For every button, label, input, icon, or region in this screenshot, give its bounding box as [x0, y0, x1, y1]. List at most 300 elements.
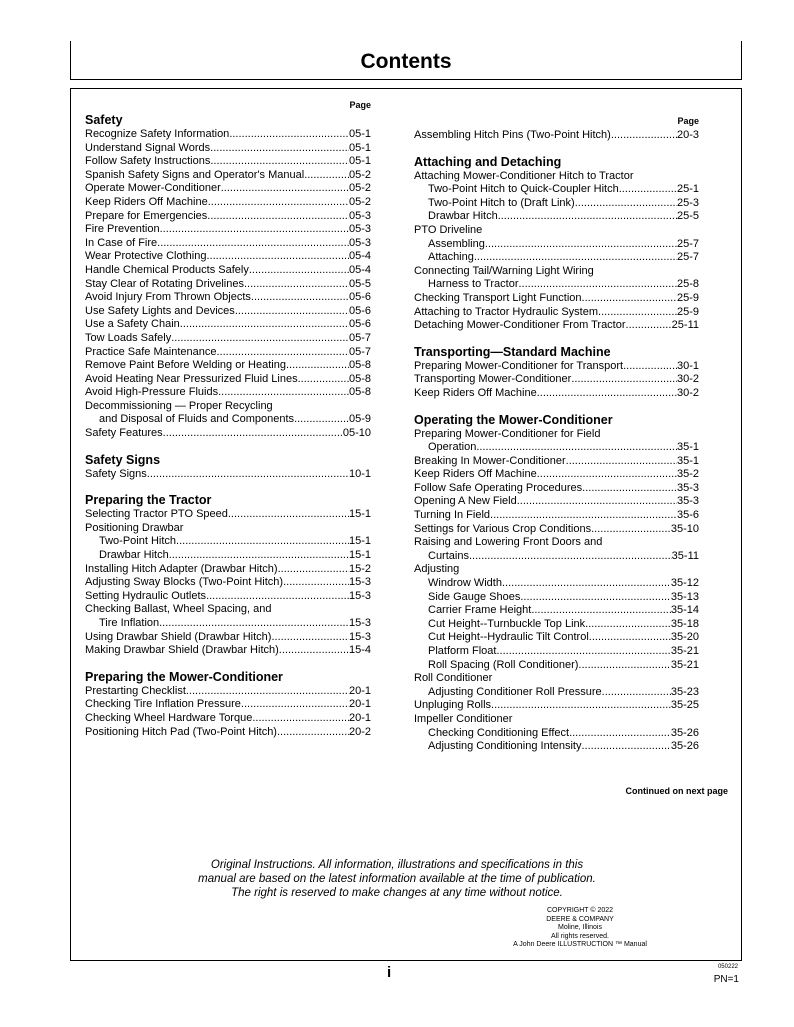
toc-entry[interactable] — [414, 618, 699, 632]
toc-entry[interactable] — [85, 155, 371, 169]
entry-page: 35-13 — [670, 590, 699, 603]
entry-page: 05-1 — [348, 128, 371, 140]
dot-leader — [626, 319, 672, 333]
toc-section — [85, 670, 371, 739]
entry-text: Platform Float — [428, 645, 497, 657]
dot-leader — [485, 238, 677, 252]
entry-page: 05-4 — [348, 250, 371, 263]
toc-entry[interactable] — [414, 509, 699, 523]
section-title: Safety — [85, 113, 123, 127]
dot-leader — [218, 386, 349, 400]
entry-text: Opening A New Field — [414, 495, 517, 508]
dot-leader — [160, 223, 349, 237]
entry-page: 20-2 — [348, 725, 371, 738]
entry-text: Prepare for Emergencies — [85, 209, 208, 222]
dot-leader — [208, 196, 349, 210]
toc-group-heading: Decommissioning — Proper Recycling — [85, 399, 273, 412]
entry-page: 15-3 — [348, 617, 371, 629]
toc-entry[interactable] — [414, 604, 699, 618]
entry-page: 05-8 — [348, 386, 371, 399]
entry-page: 15-2 — [348, 562, 371, 575]
toc-entry[interactable] — [85, 644, 371, 658]
right-column — [414, 113, 699, 754]
section-title: Safety Signs — [85, 452, 161, 467]
toc-group-heading: Connecting Tail/Warning Light Wiring — [414, 264, 594, 277]
toc-group-heading: Adjusting — [414, 563, 460, 576]
dot-leader — [520, 591, 671, 605]
entry-page: 35-23 — [670, 685, 699, 698]
dot-leader — [159, 617, 349, 631]
entry-text: Setting Hydraulic Outlets — [85, 589, 207, 602]
dot-leader — [575, 197, 677, 211]
entry-text: Safety Signs — [85, 467, 147, 480]
dot-leader — [147, 468, 349, 482]
toc-entry[interactable] — [85, 576, 371, 590]
toc-entry[interactable] — [414, 740, 699, 754]
dot-leader — [216, 346, 349, 360]
page-number: i — [387, 964, 392, 981]
right-sections — [414, 129, 699, 754]
entry-page: 30-2 — [676, 386, 699, 399]
entry-page: 15-1 — [348, 549, 371, 562]
toc-entry[interactable] — [85, 427, 371, 441]
dot-leader — [229, 128, 349, 142]
dot-leader — [286, 359, 349, 373]
toc-entry[interactable] — [85, 359, 371, 373]
entry-text: Keep Riders Off Machine — [414, 386, 537, 399]
toc-entry[interactable] — [414, 251, 699, 265]
dot-leader — [277, 726, 349, 740]
toc-section — [85, 453, 371, 482]
dot-leader — [279, 644, 349, 658]
dot-leader — [207, 210, 349, 224]
toc-entry[interactable] — [414, 495, 699, 509]
toc-entry[interactable] — [414, 482, 699, 496]
toc-entry[interactable] — [414, 197, 699, 211]
page-column-header: Page — [677, 116, 699, 126]
notice-line: manual are based on the latest information available at the time of publication. — [198, 873, 596, 885]
dot-leader — [531, 604, 671, 618]
toc-entry[interactable] — [85, 278, 371, 292]
entry-page: 25-7 — [676, 237, 699, 250]
toc-entry[interactable] — [414, 727, 699, 741]
toc-entry[interactable] — [85, 196, 371, 210]
entry-text: Assembling — [428, 237, 485, 250]
dot-leader — [169, 549, 349, 563]
toc-group-heading: Impeller Conditioner — [414, 712, 513, 725]
entry-page: 35-26 — [670, 726, 699, 739]
entry-text: Adjusting Sway Blocks (Two-Point Hitch) — [85, 576, 284, 589]
dot-leader — [578, 659, 670, 673]
dot-leader — [186, 685, 349, 699]
entry-text: Adjusting Conditioner Roll Pressure — [428, 685, 602, 698]
toc-entry[interactable] — [85, 182, 371, 196]
toc-entry[interactable] — [414, 577, 699, 591]
toc-section — [85, 493, 371, 658]
entry-text: Handle Chemical Products Safely — [85, 263, 249, 276]
toc-entry[interactable] — [414, 360, 699, 374]
entry-text: Unpluging Rolls — [414, 699, 492, 712]
toc-entry[interactable] — [85, 386, 371, 400]
toc-group-heading: Roll Conditioner — [414, 672, 493, 685]
entry-text: and Disposal of Fluids and Components — [99, 413, 295, 426]
entry-text: Assembling Hitch Pins (Two-Point Hitch) — [414, 129, 611, 141]
toc-entry[interactable] — [414, 699, 699, 713]
dot-leader — [581, 740, 670, 754]
entry-text: Remove Paint Before Welding or Heating — [85, 359, 286, 372]
entry-page: 05-2 — [348, 182, 371, 195]
entry-page: 05-2 — [348, 195, 371, 208]
dot-leader — [304, 169, 349, 183]
toc-entry[interactable] — [85, 698, 371, 712]
entry-text: Safety Features — [85, 427, 163, 440]
dot-leader — [210, 142, 349, 156]
dot-leader — [298, 373, 349, 387]
entry-text: Preparing Mower-Conditioner for Transport — [414, 359, 624, 372]
dot-leader — [244, 278, 349, 292]
dot-leader — [619, 183, 677, 197]
entry-text: Follow Safety Instructions — [85, 155, 211, 168]
toc-entry[interactable] — [414, 306, 699, 320]
dot-leader — [228, 508, 349, 522]
entry-page: 25-11 — [671, 319, 699, 332]
toc-group-heading: Attaching Mower-Conditioner Hitch to Tractor — [414, 169, 634, 182]
entry-text: Recognize Safety Information — [85, 128, 230, 140]
entry-text: Detaching Mower-Conditioner From Tractor — [414, 319, 626, 332]
entry-page: 15-3 — [348, 589, 371, 602]
entry-page: 05-6 — [348, 318, 371, 331]
toc-entry[interactable] — [85, 291, 371, 305]
entry-text: Drawbar Hitch — [99, 549, 169, 562]
toc-entry[interactable] — [85, 305, 371, 319]
dot-leader — [602, 686, 671, 700]
entry-text: Checking Wheel Hardware Torque — [85, 711, 253, 724]
dot-leader — [469, 550, 672, 564]
dot-leader — [591, 523, 671, 537]
toc-entry[interactable] — [414, 550, 699, 564]
entry-page: 05-10 — [342, 427, 371, 440]
entry-page: 25-9 — [676, 305, 699, 318]
toc-entry[interactable] — [414, 659, 699, 673]
toc-group-heading: Raising and Lowering Front Doors and — [414, 536, 603, 549]
toc-entry[interactable] — [414, 238, 699, 252]
entry-page: 20-1 — [348, 698, 371, 711]
toc-entry[interactable] — [85, 563, 371, 577]
dot-leader — [496, 645, 670, 659]
dot-leader — [517, 495, 677, 509]
entry-text: Making Drawbar Shield (Drawbar Hitch) — [85, 644, 279, 657]
dot-leader — [498, 210, 677, 224]
section-title: Preparing the Mower-Conditioner — [85, 669, 283, 684]
entry-page: 35-26 — [670, 740, 699, 753]
entry-page: 20-1 — [348, 684, 371, 697]
dot-leader — [171, 332, 349, 346]
dot-leader — [206, 250, 349, 264]
toc-entry[interactable] — [85, 142, 371, 156]
entry-text: Breaking In Mower-Conditioner — [414, 454, 566, 467]
toc-section — [414, 413, 699, 754]
entry-text: Cut Height--Hydraulic Tilt Control — [428, 631, 589, 644]
entry-text: Carrier Frame Height — [428, 604, 532, 617]
entry-text: Tire Inflation — [99, 617, 160, 629]
toc-entry[interactable] — [85, 318, 371, 332]
toc-entry[interactable] — [85, 237, 371, 251]
dot-leader — [278, 563, 349, 577]
toc-entry[interactable] — [414, 523, 699, 537]
toc-entry[interactable] — [85, 128, 371, 142]
toc-section — [414, 345, 699, 401]
toc-group-heading: Preparing Mower-Conditioner for Field — [414, 427, 601, 440]
toc-group-heading: Checking Ballast, Wheel Spacing, and — [85, 603, 272, 616]
toc-entry[interactable] — [414, 292, 699, 306]
left-sections — [85, 113, 371, 739]
toc-entry[interactable] — [85, 631, 371, 645]
left-column — [85, 97, 371, 739]
entry-text: Cut Height--Turnbuckle Top Link — [428, 617, 586, 630]
date-code: 050222 — [717, 964, 738, 970]
entry-page: 35-3 — [676, 481, 699, 494]
entry-page: 05-7 — [348, 345, 371, 358]
entry-page: 25-9 — [676, 291, 699, 304]
dot-leader — [474, 251, 677, 265]
entry-text: Two-Point Hitch to (Draft Link) — [428, 196, 575, 209]
dot-leader — [571, 373, 677, 387]
toc-entry[interactable] — [414, 210, 699, 224]
entry-page: 05-6 — [348, 291, 371, 304]
entry-text: Turning In Field — [414, 509, 491, 522]
entry-page: 35-3 — [676, 495, 699, 508]
toc-entry[interactable] — [85, 617, 371, 631]
entry-page: 15-1 — [348, 535, 371, 548]
toc-entry[interactable] — [85, 332, 371, 346]
entry-page: 05-8 — [348, 359, 371, 372]
entry-page: 10-1 — [348, 467, 371, 480]
entry-page: 25-3 — [676, 196, 699, 209]
toc-entry[interactable] — [85, 264, 371, 278]
toc-group-heading: Positioning Drawbar — [85, 521, 184, 534]
entry-page: 35-18 — [670, 617, 699, 630]
entry-text: Practice Safe Maintenance — [85, 345, 217, 358]
toc-group-heading: PTO Driveline — [414, 223, 483, 236]
toc-section — [414, 155, 699, 333]
dot-leader — [582, 292, 677, 306]
entry-page: 25-5 — [676, 210, 699, 223]
entry-text: Follow Safe Operating Procedures — [414, 481, 583, 494]
dot-leader — [241, 698, 349, 712]
dot-leader — [585, 618, 671, 632]
entry-text: Keep Riders Off Machine — [85, 195, 208, 208]
toc-entry[interactable] — [414, 631, 699, 645]
entry-text: Using Drawbar Shield (Drawbar Hitch) — [85, 630, 272, 643]
copyright-line: DEERE & COMPANY — [546, 915, 614, 923]
toc-entry[interactable] — [414, 468, 699, 482]
entry-page: 05-9 — [348, 413, 371, 426]
notice-line: The right is reserved to make changes at any time without notice. — [231, 887, 563, 899]
toc-entry[interactable] — [414, 591, 699, 605]
dot-leader — [294, 413, 349, 427]
toc-entry[interactable] — [85, 413, 371, 427]
entry-page: 35-12 — [670, 577, 699, 590]
entry-text: Attaching — [428, 251, 474, 264]
notice-line: Original Instructions. All information, illustrations and specifications in this — [210, 859, 584, 871]
entry-text: Harness to Tractor — [428, 278, 519, 291]
dot-leader — [537, 468, 677, 482]
entry-page: 35-2 — [676, 468, 699, 481]
toc-entry[interactable] — [414, 645, 699, 659]
entry-page: 30-2 — [676, 373, 699, 386]
entry-page: 35-21 — [670, 658, 699, 671]
entry-text: Wear Protective Clothing — [85, 250, 207, 263]
page-column-header: Page — [349, 100, 371, 110]
dot-leader — [210, 155, 349, 169]
copyright-block — [505, 907, 655, 950]
entry-page: 05-1 — [348, 141, 371, 154]
dot-leader — [491, 699, 671, 713]
dot-leader — [251, 291, 349, 305]
entry-text: Checking Conditioning Effect — [428, 726, 570, 739]
entry-text: Positioning Hitch Pad (Two-Point Hitch) — [85, 725, 277, 738]
toc-entry[interactable] — [85, 169, 371, 183]
dot-leader — [623, 360, 677, 374]
dot-leader — [569, 727, 671, 741]
entry-page: 35-1 — [676, 454, 699, 467]
entry-page: 05-7 — [348, 331, 371, 344]
entry-text: Checking Transport Light Function — [414, 291, 582, 304]
entry-page: 05-2 — [348, 168, 371, 181]
dot-leader — [221, 182, 349, 196]
entry-page: 35-10 — [670, 522, 699, 535]
entry-page: 05-8 — [348, 372, 371, 385]
toc-entry[interactable] — [414, 686, 699, 700]
toc-entry[interactable] — [85, 373, 371, 387]
toc-entry[interactable] — [85, 712, 371, 726]
dot-leader — [180, 318, 349, 332]
entry-page: 25-1 — [676, 183, 699, 196]
toc-entry[interactable] — [85, 535, 371, 549]
copyright-line: All rights reserved. — [551, 932, 609, 940]
continued-note: Continued on next page — [625, 786, 728, 796]
entry-page: 35-20 — [670, 631, 699, 644]
entry-text: Avoid Injury From Thrown Objects — [85, 291, 251, 304]
entry-text: Keep Riders Off Machine — [414, 468, 537, 481]
toc-entry[interactable] — [85, 346, 371, 360]
entry-text: In Case of Fire — [85, 236, 158, 249]
dot-leader — [566, 455, 677, 469]
entry-page: 35-6 — [676, 509, 699, 522]
toc-section — [414, 129, 699, 143]
toc-entry[interactable] — [414, 278, 699, 292]
entry-text: Installing Hitch Adapter (Drawbar Hitch) — [85, 562, 278, 575]
dot-leader — [611, 129, 677, 143]
toc-entry[interactable] — [85, 223, 371, 237]
entry-text: Settings for Various Crop Conditions — [414, 522, 592, 535]
entry-text: Fire Prevention — [85, 223, 160, 236]
entry-text: Prestarting Checklist — [85, 684, 186, 697]
toc-entry[interactable] — [85, 508, 371, 522]
entry-text: Drawbar Hitch — [428, 210, 498, 223]
entry-text: Selecting Tractor PTO Speed — [85, 508, 228, 521]
entry-page: 15-3 — [348, 576, 371, 589]
title-box — [70, 41, 742, 80]
toc-entry[interactable] — [414, 373, 699, 387]
copyright-line: COPYRIGHT © 2022 — [546, 907, 614, 914]
entry-text: Avoid Heating Near Pressurized Fluid Lines — [85, 372, 298, 385]
section-title: Attaching and Detaching — [414, 154, 562, 169]
entry-page: 30-1 — [676, 359, 699, 372]
entry-page: 20-1 — [348, 711, 371, 724]
entry-text: Attaching to Tractor Hydraulic System — [414, 305, 599, 318]
notice — [0, 858, 794, 900]
copyright-line: A John Deere ILLUSTRUCTION ™ Manual — [513, 941, 647, 948]
entry-page: 05-3 — [348, 223, 371, 236]
toc-entry[interactable] — [414, 183, 699, 197]
entry-page: 35-25 — [670, 699, 699, 712]
dot-leader — [157, 237, 349, 251]
entry-page: 35-14 — [670, 604, 699, 617]
dot-leader — [252, 712, 349, 726]
toc-entry[interactable] — [414, 441, 699, 455]
toc-entry[interactable] — [85, 590, 371, 604]
toc-entry[interactable] — [414, 129, 699, 143]
entry-text: Understand Signal Words — [85, 141, 211, 154]
toc-entry[interactable] — [85, 468, 371, 482]
dot-leader — [502, 577, 671, 591]
toc-entry[interactable] — [414, 387, 699, 401]
dot-leader — [176, 535, 349, 549]
page-title: Contents — [360, 50, 452, 73]
entry-text: Stay Clear of Rotating Drivelines — [85, 277, 244, 290]
entry-text: Avoid High-Pressure Fluids — [85, 386, 219, 399]
entry-text: Roll Spacing (Roll Conditioner) — [428, 658, 579, 671]
entry-page: 15-1 — [348, 508, 371, 521]
copyright-line: Moline, Illinois — [558, 924, 602, 931]
toc-entry[interactable] — [85, 726, 371, 740]
toc-entry[interactable] — [85, 210, 371, 224]
entry-page: 35-11 — [671, 549, 699, 562]
entry-text: Two-Point Hitch — [99, 535, 177, 548]
dot-leader — [283, 576, 349, 590]
dot-leader — [537, 387, 677, 401]
dot-leader — [476, 441, 677, 455]
entry-page: 35-1 — [676, 441, 699, 454]
entry-text: Checking Tire Inflation Pressure — [85, 698, 241, 711]
toc-entry[interactable] — [414, 455, 699, 469]
entry-page: 15-3 — [348, 630, 371, 643]
entry-page: 05-1 — [348, 155, 371, 168]
entry-page: 05-6 — [348, 304, 371, 317]
entry-page: 15-4 — [348, 644, 371, 657]
toc-entry[interactable] — [85, 250, 371, 264]
toc-entry[interactable] — [85, 549, 371, 563]
toc-entry[interactable] — [414, 319, 699, 333]
section-title: Preparing the Tractor — [85, 493, 212, 508]
entry-page: 25-8 — [676, 278, 699, 291]
entry-text: Side Gauge Shoes — [428, 590, 521, 603]
dot-leader — [589, 631, 671, 645]
entry-page: 35-21 — [670, 645, 699, 657]
entry-text: Operation — [428, 441, 477, 454]
dot-leader — [490, 509, 677, 523]
dot-leader — [518, 278, 676, 292]
dot-leader — [163, 427, 343, 441]
dot-leader — [235, 305, 349, 319]
toc-entry[interactable] — [85, 685, 371, 699]
entry-page: 05-4 — [348, 263, 371, 276]
entry-text: Spanish Safety Signs and Operator's Manual — [85, 168, 305, 181]
entry-text: Transporting Mower-Conditioner — [414, 373, 572, 386]
entry-text: Two-Point Hitch to Quick-Coupler Hitch — [428, 183, 619, 196]
entry-page: 25-7 — [676, 251, 699, 264]
